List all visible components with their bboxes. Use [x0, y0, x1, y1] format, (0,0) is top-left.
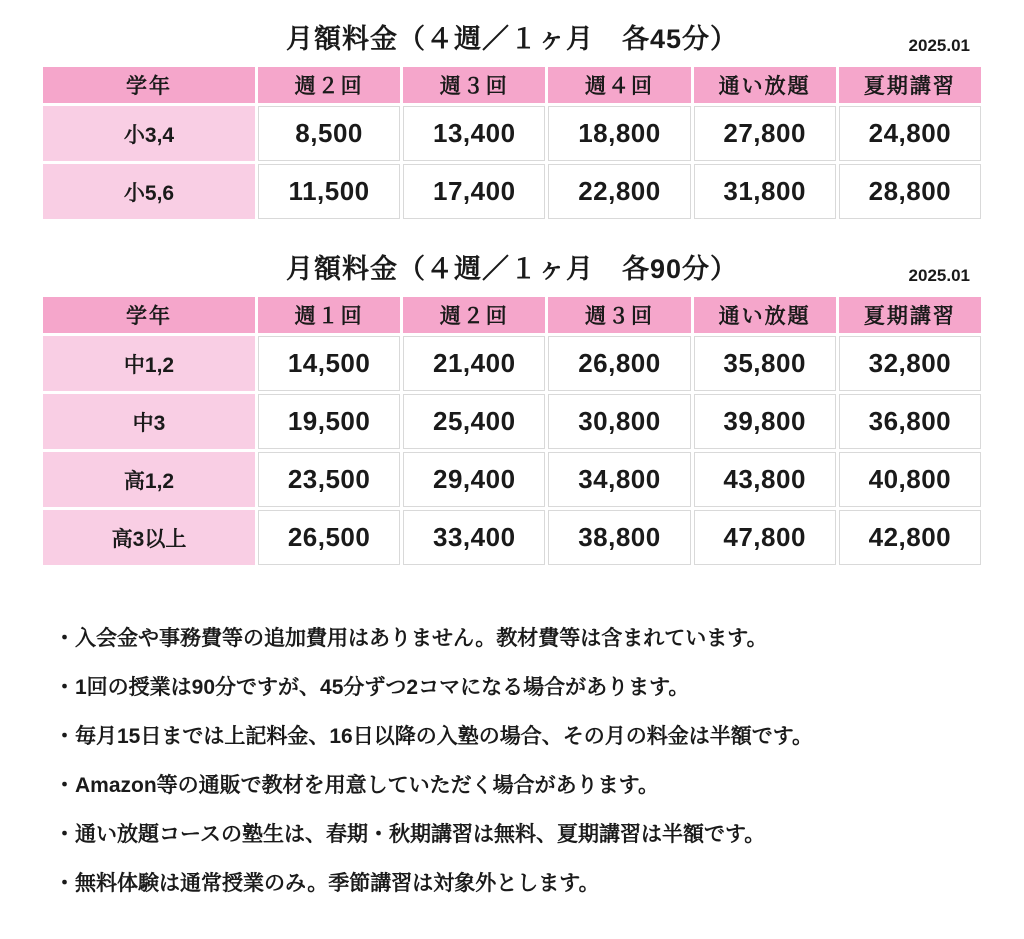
column-header-grade: 学年 [43, 297, 255, 333]
column-header: 通い放題 [694, 67, 836, 103]
table-row [43, 452, 981, 507]
price-cell: 47,800 [694, 510, 836, 565]
price-cell: 19,500 [258, 394, 400, 449]
table-row [43, 394, 981, 449]
note-item [54, 859, 1024, 908]
column-header: 週１回 [258, 297, 400, 333]
row-label-grade: 小5,6 [43, 164, 255, 219]
table-row [43, 106, 981, 161]
price-date-90min: 2025.01 [908, 266, 970, 285]
note-text: 毎月15日までは上記料金、16日以降の入塾の場合、その月の料金は半額です。 [75, 725, 814, 748]
price-cell: 33,400 [403, 510, 545, 565]
table-title-45min: 月額料金（４週／１ヶ月 各45分） [285, 24, 739, 54]
price-cell: 42,800 [839, 510, 981, 565]
bullet-mark: ・ [54, 872, 75, 895]
price-cell: 39,800 [694, 394, 836, 449]
note-item [54, 663, 1024, 712]
price-cell: 26,800 [548, 336, 690, 391]
price-cell: 27,800 [694, 106, 836, 161]
price-cell: 23,500 [258, 452, 400, 507]
price-cell: 21,400 [403, 336, 545, 391]
price-cell: 8,500 [258, 106, 400, 161]
bullet-mark: ・ [54, 823, 75, 846]
note-item [54, 614, 1024, 663]
column-header: 週２回 [403, 297, 545, 333]
row-label-grade: 小3,4 [43, 106, 255, 161]
table-row [43, 336, 981, 391]
price-cell: 11,500 [258, 164, 400, 219]
column-header: 夏期講習 [839, 297, 981, 333]
column-header: 週２回 [258, 67, 400, 103]
price-cell: 40,800 [839, 452, 981, 507]
table-title-90min: 月額料金（４週／１ヶ月 各90分） [285, 254, 739, 284]
price-cell: 14,500 [258, 336, 400, 391]
row-label-grade: 中1,2 [43, 336, 255, 391]
price-cell: 17,400 [403, 164, 545, 219]
bullet-mark: ・ [54, 627, 75, 650]
price-cell: 25,400 [403, 394, 545, 449]
note-item [54, 712, 1024, 761]
title-row-45min [0, 20, 1024, 58]
column-header: 夏期講習 [839, 67, 981, 103]
note-item [54, 810, 1024, 859]
price-cell: 13,400 [403, 106, 545, 161]
price-cell: 43,800 [694, 452, 836, 507]
column-header: 週３回 [403, 67, 545, 103]
price-cell: 26,500 [258, 510, 400, 565]
price-cell: 31,800 [694, 164, 836, 219]
price-cell: 34,800 [548, 452, 690, 507]
note-text: 無料体験は通常授業のみ。季節講習は対象外とします。 [75, 872, 600, 895]
price-table-section-90min [0, 250, 1024, 568]
pricing-table-45min [40, 64, 984, 222]
price-cell: 38,800 [548, 510, 690, 565]
price-cell: 29,400 [403, 452, 545, 507]
column-header: 通い放題 [694, 297, 836, 333]
price-cell: 32,800 [839, 336, 981, 391]
title-row-90min [0, 250, 1024, 288]
bullet-mark: ・ [54, 774, 75, 797]
price-cell: 24,800 [839, 106, 981, 161]
note-text: 入会金や事務費等の追加費用はありません。教材費等は含まれています。 [75, 627, 768, 650]
row-label-grade: 高3以上 [43, 510, 255, 565]
column-header: 週４回 [548, 67, 690, 103]
price-cell: 30,800 [548, 394, 690, 449]
note-text: 通い放題コースの塾生は、春期・秋期講習は無料、夏期講習は半額です。 [75, 823, 766, 846]
header-row [43, 67, 981, 103]
price-cell: 28,800 [839, 164, 981, 219]
price-cell: 22,800 [548, 164, 690, 219]
note-text: Amazon等の通販で教材を用意していただく場合があります。 [75, 774, 659, 797]
table-row [43, 510, 981, 565]
price-cell: 18,800 [548, 106, 690, 161]
price-table-section-45min [0, 20, 1024, 222]
column-header: 週３回 [548, 297, 690, 333]
bullet-mark: ・ [54, 725, 75, 748]
row-label-grade: 高1,2 [43, 452, 255, 507]
price-cell: 35,800 [694, 336, 836, 391]
notes-list [54, 614, 1024, 908]
note-text: 1回の授業は90分ですが、45分ずつ2コマになる場合があります。 [75, 676, 690, 699]
row-label-grade: 中3 [43, 394, 255, 449]
price-date-45min: 2025.01 [908, 36, 970, 55]
table-row [43, 164, 981, 219]
header-row [43, 297, 981, 333]
note-item [54, 761, 1024, 810]
price-cell: 36,800 [839, 394, 981, 449]
pricing-table-90min [40, 294, 984, 568]
column-header-grade: 学年 [43, 67, 255, 103]
bullet-mark: ・ [54, 676, 75, 699]
